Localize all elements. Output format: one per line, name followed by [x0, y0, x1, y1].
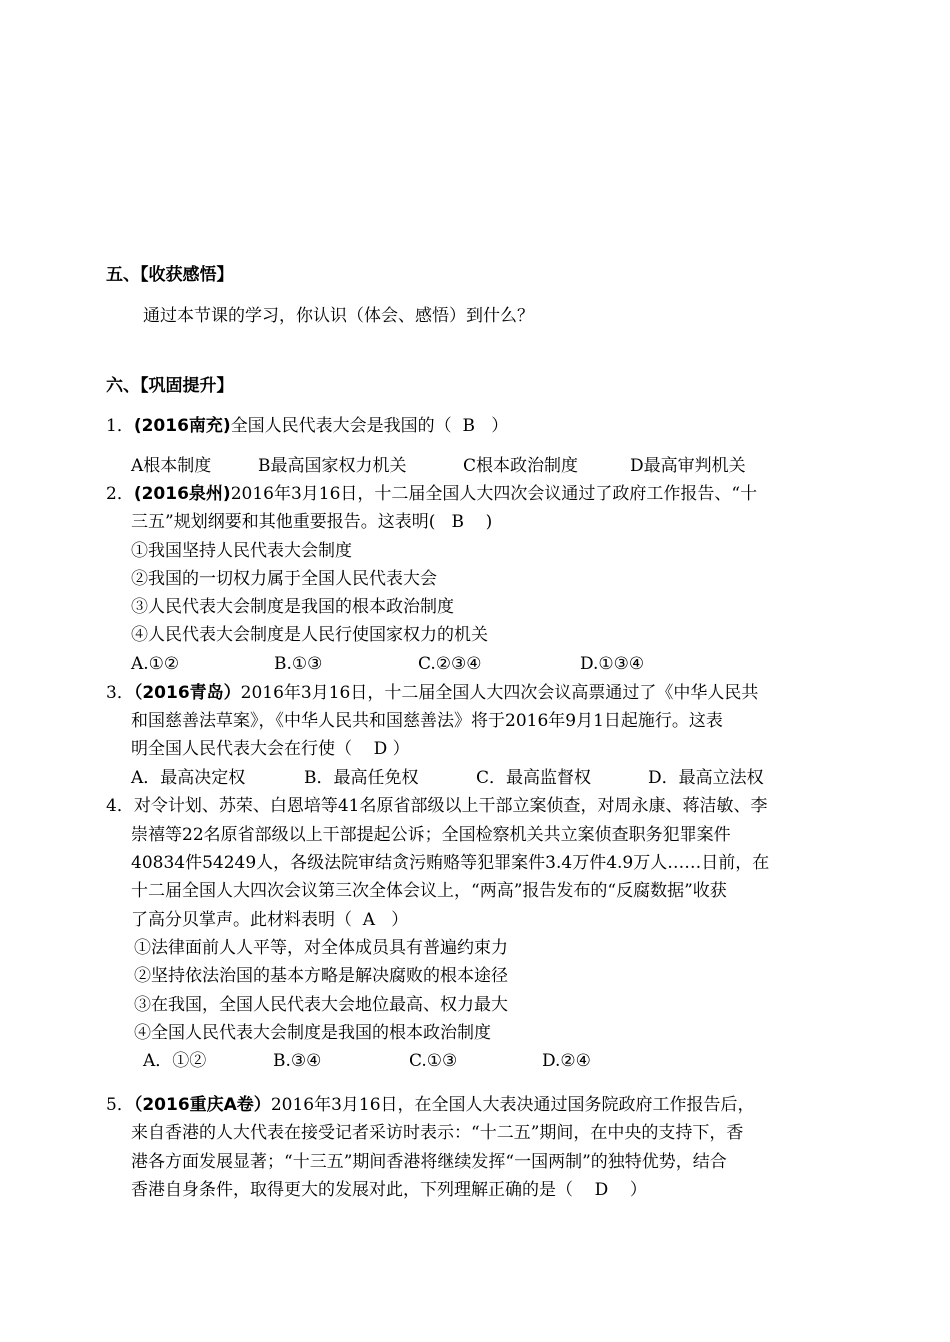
option-c: C.②③④ [418, 654, 482, 674]
option-d: D.②④ [542, 1051, 591, 1071]
option-d: D．最高立法权 [648, 768, 764, 788]
question-1 [106, 415, 508, 437]
question-text: 2016年3月16日，十二届全国人大四次会议通过了政府工作报告、“十 [230, 484, 758, 504]
question-text-cont: 明全国人民代表大会在行使（ D ） [131, 739, 410, 759]
option-c: C.①③ [409, 1051, 458, 1071]
question-2 [106, 483, 757, 505]
statement-item: ③在我国，全国人民代表大会地位最高、权力最大 [134, 995, 508, 1015]
option-d: D.①③④ [580, 654, 645, 674]
question-3 [106, 682, 758, 704]
question-text-cont: 崇禧等22名原省部级以上干部提起公诉；全国检察机关共立案侦查职务犯罪案件 [131, 825, 731, 845]
statement-item: ④全国人民代表大会制度是我国的根本政治制度 [134, 1023, 491, 1043]
option-a: A.①② [131, 654, 180, 674]
section-five-heading: 五、【收获感悟】 [106, 265, 234, 285]
section-six-heading: 六、【巩固提升】 [106, 376, 234, 396]
question-4 [106, 795, 767, 817]
option-a: A．①② [143, 1051, 207, 1071]
question-text-cont: 40834件54249人，各级法院审结贪污贿赂等犯罪案件3.4万件4.9万人……日前，在 [131, 853, 770, 873]
question-text-cont: 香港自身条件，取得更大的发展对此，下列理解正确的是（ D ） [131, 1180, 647, 1200]
question-text: 2016年3月16日，十二届全国人大四次会议高票通过了《中华人民共 [240, 683, 759, 703]
statement-item: ①法律面前人人平等，对全体成员具有普遍约束力 [134, 938, 508, 958]
option-b: B.①③ [274, 654, 323, 674]
question-5 [106, 1094, 755, 1116]
question-text: 2016年3月16日，在全国人大表决通过国务院政府工作报告后， [270, 1095, 755, 1115]
option-b: B．最高任免权 [304, 768, 419, 788]
question-text-cont: 三五”规划纲要和其他重要报告。这表明( B ) [131, 512, 493, 532]
option-d: D最高审判机关 [630, 456, 746, 476]
option-a: A根本制度 [131, 456, 212, 476]
reflection-prompt: 通过本节课的学习，你认识（体会、感悟）到什么？ [143, 306, 534, 326]
question-number: 3． [106, 683, 134, 703]
statement-item: ④人民代表大会制度是人民行使国家权力的机关 [131, 625, 488, 645]
statement-item: ①我国坚持人民代表大会制度 [131, 541, 352, 561]
option-c: C．最高监督权 [476, 768, 592, 788]
question-text-cont: 和国慈善法草案》，《中华人民共和国慈善法》将于2016年9月1日起施行。这表 [131, 711, 723, 731]
option-b: B最高国家权力机关 [258, 456, 407, 476]
option-a: A．最高决定权 [131, 768, 246, 788]
option-c: C根本政治制度 [463, 456, 579, 476]
question-text: 对令计划、苏荣、白恩培等41名原省部级以上干部立案侦查，对周永康、蒋洁敏、李 [133, 796, 768, 816]
statement-item: ②坚持依法治国的基本方略是解决腐败的根本途径 [134, 966, 508, 986]
statement-item: ②我国的一切权力属于全国人民代表大会 [131, 569, 437, 589]
statement-item: ③人民代表大会制度是我国的根本政治制度 [131, 597, 454, 617]
question-number: 2． [106, 484, 134, 504]
question-source: （2016青岛） [133, 683, 241, 703]
question-number: 1． [106, 416, 134, 436]
question-text-cont: 了高分贝掌声。此材料表明（ A ） [131, 910, 409, 930]
question-source: (2016南充) [133, 416, 231, 436]
question-source: （2016重庆A卷） [133, 1095, 271, 1115]
question-number: 4． [106, 796, 134, 816]
option-b: B.③④ [273, 1051, 322, 1071]
question-text-cont: 十二届全国人大四次会议第三次全体会议上，“两高”报告发布的“反腐数据”收获 [131, 881, 727, 901]
question-number: 5． [106, 1095, 134, 1115]
question-text: 全国人民代表大会是我国的（ B ） [230, 416, 509, 436]
question-source: (2016泉州) [133, 484, 231, 504]
question-text-cont: 港各方面发展显著；“十三五”期间香港将继续发挥“一国两制”的独特优势，结合 [131, 1152, 727, 1172]
question-text-cont: 来自香港的人大代表在接受记者采访时表示：“十二五”期间，在中央的支持下，香 [131, 1123, 744, 1143]
